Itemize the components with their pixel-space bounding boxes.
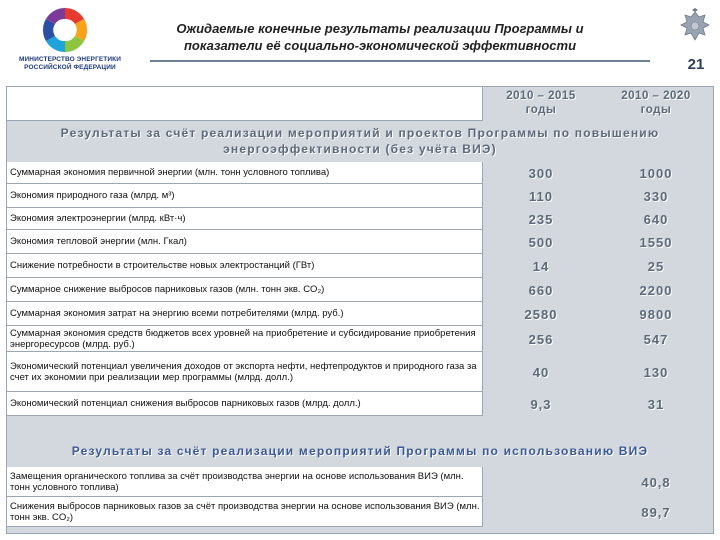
row-label: Замещения органического топлива за счёт производства энергии на основе использования ВИЭ (млн. тонн условного топлива)	[7, 467, 483, 497]
table-row	[7, 467, 713, 497]
table-row	[7, 254, 713, 278]
value-2010-2020: 2200	[639, 282, 673, 298]
table-corner-cell	[7, 87, 483, 121]
column-header-2010-2015	[483, 89, 599, 117]
column-header-2010-2020-unit: годы	[640, 104, 672, 116]
header-divider	[150, 60, 650, 62]
table-row	[7, 278, 713, 302]
table-row	[7, 302, 713, 326]
value-2010-2015: 256	[528, 331, 554, 347]
value-2010-2015	[483, 497, 599, 527]
value-2010-2015: 500	[528, 234, 554, 250]
ministry-logo	[10, 4, 120, 78]
row-label: Экономический потенциал увеличения доходов от экспорта нефти, нефтепродуктов и природного газа за счет их экономии при реализации мер программы (млрд. долл.)	[7, 352, 483, 392]
table-row	[7, 162, 713, 184]
value-2010-2020: 31	[647, 396, 665, 412]
value-2010-2015: 660	[528, 282, 554, 298]
slide-title	[150, 20, 610, 54]
row-label: Снижение потребности в строительстве новых электростанций (ГВт)	[7, 254, 483, 278]
table-row	[7, 208, 713, 230]
row-label: Снижения выбросов парниковых газов за счёт производства энергии на основе использования ВИЭ (млн. тонн экв. CO₂)	[7, 497, 483, 527]
value-2010-2015: 300	[528, 165, 554, 181]
value-2010-2020: 1550	[639, 234, 673, 250]
ministry-logo-icon	[10, 4, 120, 56]
row-label: Суммарное снижение выбросов парниковых газов (млн. тонн экв. CO₂)	[7, 278, 483, 302]
value-2010-2015: 110	[529, 188, 553, 204]
row-label: Экономия тепловой энергии (млн. Гкал)	[7, 230, 483, 254]
column-header-2010-2015-period: 2010 – 2015	[506, 90, 576, 102]
ministry-name	[10, 56, 130, 72]
row-label: Экономия электроэнергии (млрд. кВт·ч)	[7, 208, 483, 230]
table-row	[7, 392, 713, 416]
row-label: Экономия природного газа (млрд. м³)	[7, 184, 483, 208]
row-label: Суммарная экономия средств бюджетов всех уровней на приобретение и субсидирование приобретения энергоресурсов (млрд. руб.)	[7, 326, 483, 352]
value-2010-2015	[483, 467, 599, 497]
table-row	[7, 184, 713, 208]
table-row	[7, 326, 713, 352]
section-energy-efficiency-heading	[7, 125, 713, 157]
value-2010-2015: 40	[532, 364, 550, 380]
value-2010-2020: 89,7	[641, 504, 671, 520]
value-2010-2020: 40,8	[641, 474, 671, 490]
slide-header	[0, 0, 720, 82]
column-header-2010-2020-period: 2010 – 2020	[621, 90, 691, 102]
column-header-2010-2020	[599, 89, 713, 117]
row-label: Экономический потенциал снижения выбросов парниковых газов (млрд. долл.)	[7, 392, 483, 416]
value-2010-2015: 14	[532, 258, 550, 274]
value-2010-2020: 9800	[639, 306, 673, 322]
value-2010-2020: 640	[643, 211, 669, 227]
table-row	[7, 352, 713, 392]
value-2010-2015: 9,3	[530, 396, 552, 412]
row-label: Суммарная экономия первичной энергии (млн. тонн условного топлива)	[7, 162, 483, 184]
table-row	[7, 497, 713, 527]
table-row	[7, 230, 713, 254]
row-label: Суммарная экономия затрат на энергию всеми потребителями (млрд. руб.)	[7, 302, 483, 326]
value-2010-2020: 547	[643, 331, 669, 347]
section-renewables-heading: Результаты за счёт реализации мероприятий Программы по использованию ВИЭ	[71, 444, 649, 458]
ministry-name-line2: РОССИЙСКОЙ ФЕДЕРАЦИИ	[24, 64, 116, 71]
value-2010-2020: 25	[647, 258, 665, 274]
value-2010-2020: 330	[643, 188, 669, 204]
value-2010-2020: 1000	[639, 165, 673, 181]
section-energy-efficiency-heading-line2: энергоэффективности (без учёта ВИЭ)	[223, 142, 497, 156]
section-energy-efficiency-heading-line1: Результаты за счёт реализации мероприятий и проектов Программы по повышению	[60, 126, 660, 140]
value-2010-2020: 130	[643, 364, 669, 380]
slide-title-line2: показатели её социально-экономической эффективности	[183, 38, 577, 53]
column-header-2010-2015-unit: годы	[525, 104, 557, 116]
ministry-name-line1: МИНИСТЕРСТВО ЭНЕРГЕТИКИ	[19, 56, 121, 63]
value-2010-2015: 235	[528, 211, 554, 227]
slide-title-line1: Ожидаемые конечные результаты реализации Программы и	[176, 21, 584, 36]
page-number: 21	[687, 56, 705, 73]
value-2010-2015: 2580	[524, 306, 558, 322]
results-table	[6, 86, 714, 534]
coat-of-arms-icon	[678, 8, 712, 46]
